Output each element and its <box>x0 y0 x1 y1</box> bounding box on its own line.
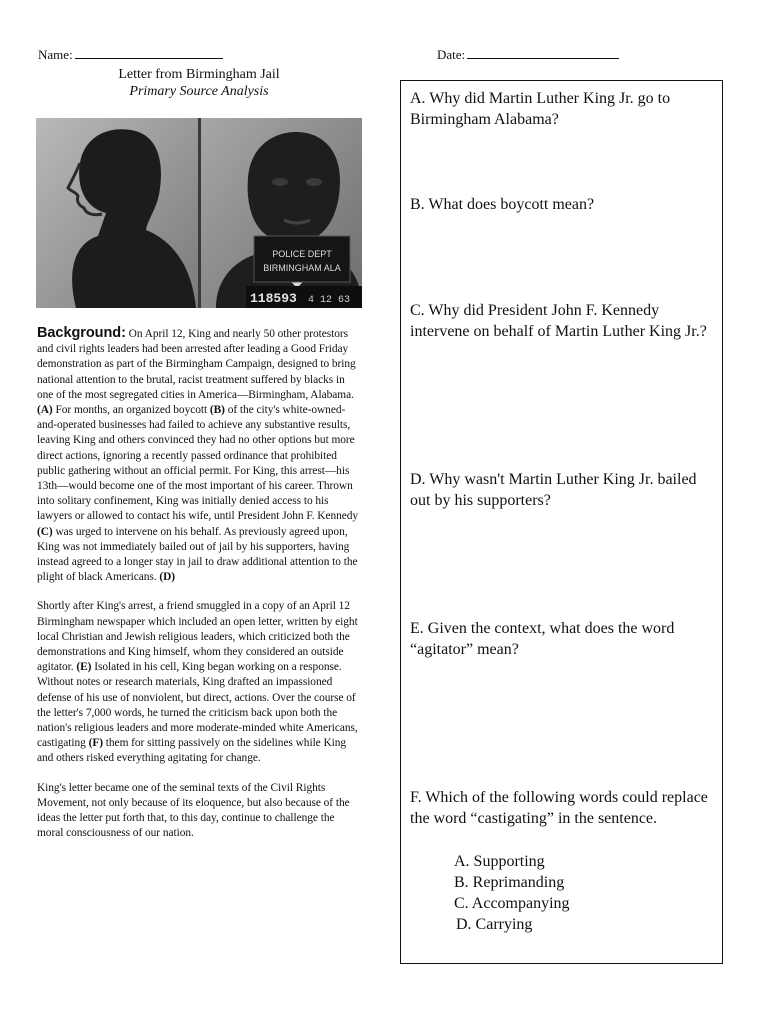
questions-box <box>400 80 723 964</box>
question-b: B. What does boycott mean? <box>410 196 595 213</box>
placard-date: 4 12 63 <box>308 295 351 306</box>
option-carrying[interactable]: D. Carrying <box>456 916 533 933</box>
name-field[interactable] <box>38 46 223 63</box>
option-accompanying[interactable]: C. Accompanying <box>454 895 570 912</box>
article-paragraph-3: King's letter became one of the seminal texts of the Civil Rights Movement, not only because of its eloquence, but also because of the ideas the letter put forth that, to this day, continue to challenge the moral consciousness of our nation. <box>37 781 350 840</box>
question-c: C. Why did President John F. Kennedy intervene on behalf of Martin Luther King Jr.? <box>410 302 707 340</box>
p1-text-2: For months, an organized boycott <box>52 404 210 417</box>
p1-text-3: of the city's white-owned-and-operated businesses had failed to achieve any substantive results, leaving King and others convinced they had no other options but more direct actions, ignoring a recently passed ordinance that prohibited public gathering without an official permit. For King, this arrest—his 13th—would become one of the most important of his career. Thrown into solitary confinement, King was initially denied access to his lawyers or allowed to contact his wife, until President John F. Kennedy <box>37 404 359 523</box>
document-title: Letter from Birmingham Jail <box>118 67 280 82</box>
p1-text-1: On April 12, King and nearly 50 other protestors and civil rights leaders had been arrested after leading a Good Friday demonstration as part of the Birmingham Campaign, designed to bring national attention to the brutal, racist treatment suffered by blacks in one of the most segregated cities in America—Birmingham, Alabama. <box>37 328 356 401</box>
option-supporting[interactable]: A. Supporting <box>454 853 545 870</box>
p2-text-3: them for sitting passively on the sidelines while King and others risked everything agitating for change. <box>37 737 347 765</box>
option-reprimanding[interactable]: B. Reprimanding <box>454 874 565 891</box>
p2-text-1: Shortly after King's arrest, a friend smuggled in a copy of an April 12 Birmingham newspaper which included an open letter, written by eight local Christian and Jewish religious leaders, which criticized both the demonstrations and King himself, whom they considered an outside agitator. <box>37 600 358 674</box>
name-label: Name: <box>38 47 73 62</box>
date-label: Date: <box>437 47 466 62</box>
mugshot-illustration <box>36 118 362 308</box>
placard-number: 118593 <box>250 291 297 306</box>
marker-b: (B) <box>209 404 225 417</box>
name-blank-line[interactable] <box>75 46 223 59</box>
article-paragraph-2 <box>37 599 363 766</box>
marker-f: (F) <box>88 737 103 750</box>
marker-d: (D) <box>159 571 176 584</box>
background-label: Background: <box>37 325 126 341</box>
p2-text-2: Isolated in his cell, King began working on a response. Without notes or research materials, King drafted an impassioned defense of his use of nonviolent, but direct, actions. Over the course of the letter's 7,000 words, he turned the criticism back upon both the nation's religious leaders and more moderate-minded white Americans, castigating <box>37 661 358 750</box>
mugshot-photo <box>36 118 362 308</box>
question-a: A. Why did Martin Luther King Jr. go to Birmingham Alabama? <box>410 90 671 128</box>
date-field[interactable] <box>437 46 619 63</box>
date-blank-line[interactable] <box>467 46 619 59</box>
placard-line-1: POLICE DEPT <box>272 249 332 259</box>
question-f: F. Which of the following words could replace the word “castigating” in the sentence. <box>410 789 708 827</box>
placard-line-2: BIRMINGHAM ALA <box>263 263 341 273</box>
document-subtitle: Primary Source Analysis <box>129 84 269 99</box>
marker-e: (E) <box>76 661 92 674</box>
article-paragraph-1 <box>37 326 363 585</box>
question-d: D. Why wasn't Martin Luther King Jr. bailed out by his supporters? <box>410 471 697 509</box>
marker-c: (C) <box>37 525 53 538</box>
question-e: E. Given the context, what does the word “agitator” mean? <box>410 620 675 658</box>
marker-a: (A) <box>37 404 53 417</box>
p1-text-4: was urged to intervene on his behalf. As previously agreed upon, King was not immediately bailed out of jail by his supporters, having instead agreed to a longer stay in jail to draw additional attention to the plight of black Americans. <box>37 525 358 584</box>
background-article <box>37 326 363 856</box>
